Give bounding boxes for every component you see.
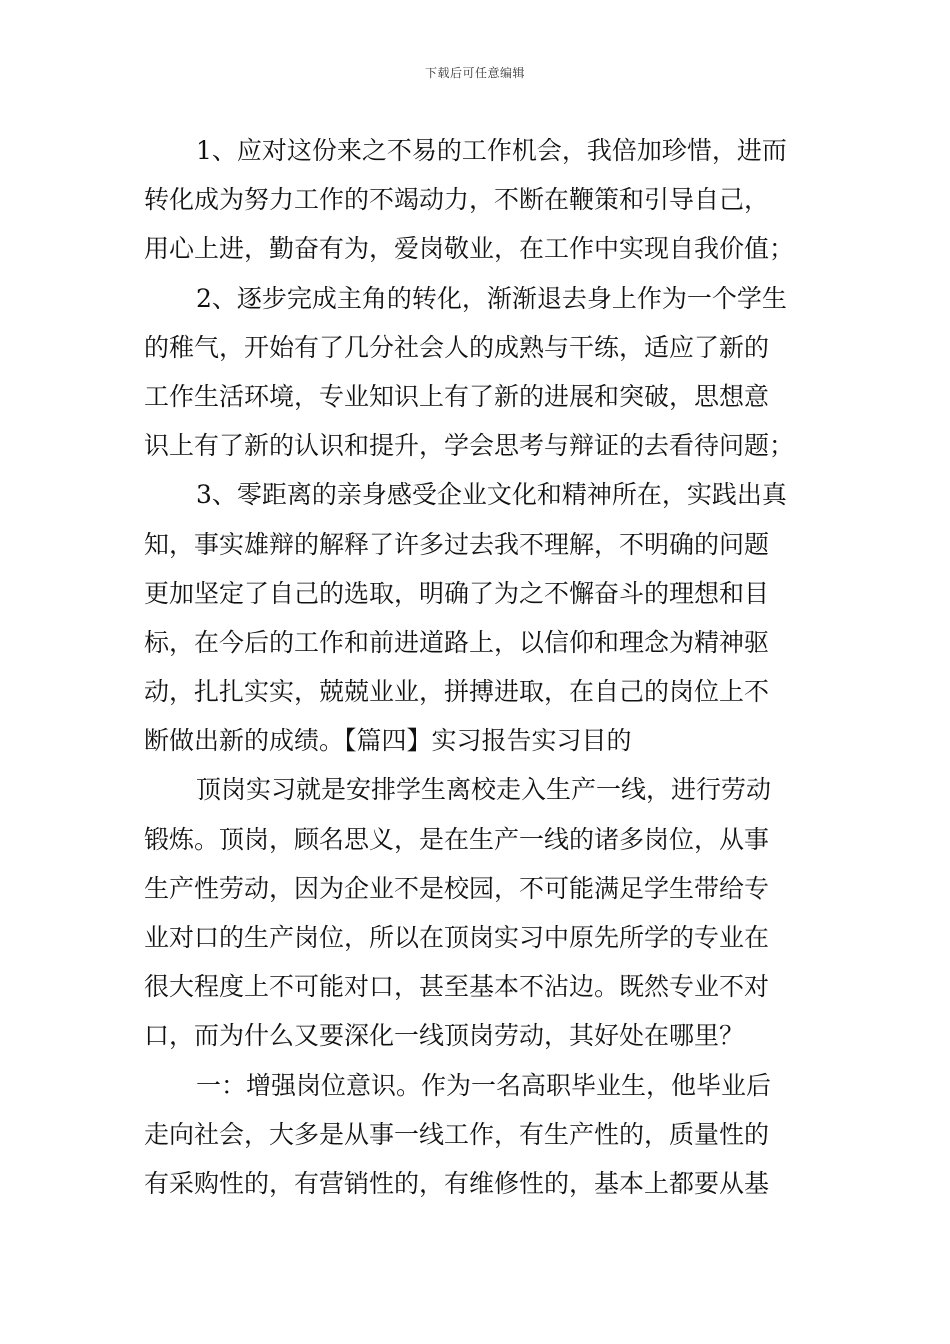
paragraph-line: 走向社会，大多是从事一线工作，有生产性的，质量性的 bbox=[144, 1119, 770, 1149]
paragraph-line: 动，扎扎实实，兢兢业业，拼搏进取，在自己的岗位上不 bbox=[144, 677, 770, 707]
paragraph-line: 很大程度上不可能对口，甚至基本不沾边。既然专业不对 bbox=[144, 972, 770, 1002]
paragraph-line: 业对口的生产岗位，所以在顶岗实习中原先所学的专业在 bbox=[144, 923, 770, 952]
paragraph-line: 2、逐步完成主角的转化，渐渐退去身上作为一个学生 bbox=[196, 283, 787, 313]
paragraph-line: 有采购性的，有营销性的，有维修性的，基本上都要从基 bbox=[144, 1168, 770, 1198]
paragraph-line: 断做出新的成绩。【篇四】实习报告实习目的 bbox=[144, 726, 632, 756]
paragraph-line: 转化成为努力工作的不竭动力，不断在鞭策和引导自己， bbox=[144, 185, 770, 215]
paragraph-line: 顶岗实习就是安排学生离校走入生产一线，进行劳动 bbox=[196, 775, 772, 805]
header-note: 下载后可任意编辑 bbox=[424, 66, 525, 80]
paragraph-line: 1、应对这份来之不易的工作机会，我倍加珍惜，进而 bbox=[196, 136, 787, 165]
body-text bbox=[144, 126, 808, 1208]
paragraph-line: 用心上进，勤奋有为，爱岗敬业，在工作中实现自我价值； bbox=[144, 234, 795, 264]
paragraph-line: 工作生活环境，专业知识上有了新的进展和突破，思想意 bbox=[144, 381, 770, 411]
paragraph-line: 知，事实雄辩的解释了许多过去我不理解，不明确的问题 bbox=[144, 529, 770, 559]
paragraph-line: 的稚气，开始有了几分社会人的成熟与干练，适应了新的 bbox=[144, 332, 770, 362]
paragraph-line: 口，而为什么又要深化一线顶岗劳动，其好处在哪里？ bbox=[144, 1021, 745, 1051]
paragraph-line: 更加坚定了自己的选取，明确了为之不懈奋斗的理想和目 bbox=[144, 578, 770, 608]
paragraph-line: 一：增强岗位意识。作为一名高职毕业生，他毕业后 bbox=[196, 1070, 772, 1100]
paragraph-line: 3、零距离的亲身感受企业文化和精神所在，实践出真 bbox=[196, 480, 787, 510]
paragraph-line: 标，在今后的工作和前进道路上，以信仰和理念为精神驱 bbox=[144, 627, 770, 657]
paragraph-line: 生产性劳动，因为企业不是校园，不可能满足学生带给专 bbox=[144, 873, 770, 903]
paragraph-line: 识上有了新的认识和提升，学会思考与辩证的去看待问题； bbox=[144, 431, 795, 461]
paragraph-line: 锻炼。顶岗，顾名思义，是在生产一线的诸多岗位，从事 bbox=[144, 824, 770, 854]
